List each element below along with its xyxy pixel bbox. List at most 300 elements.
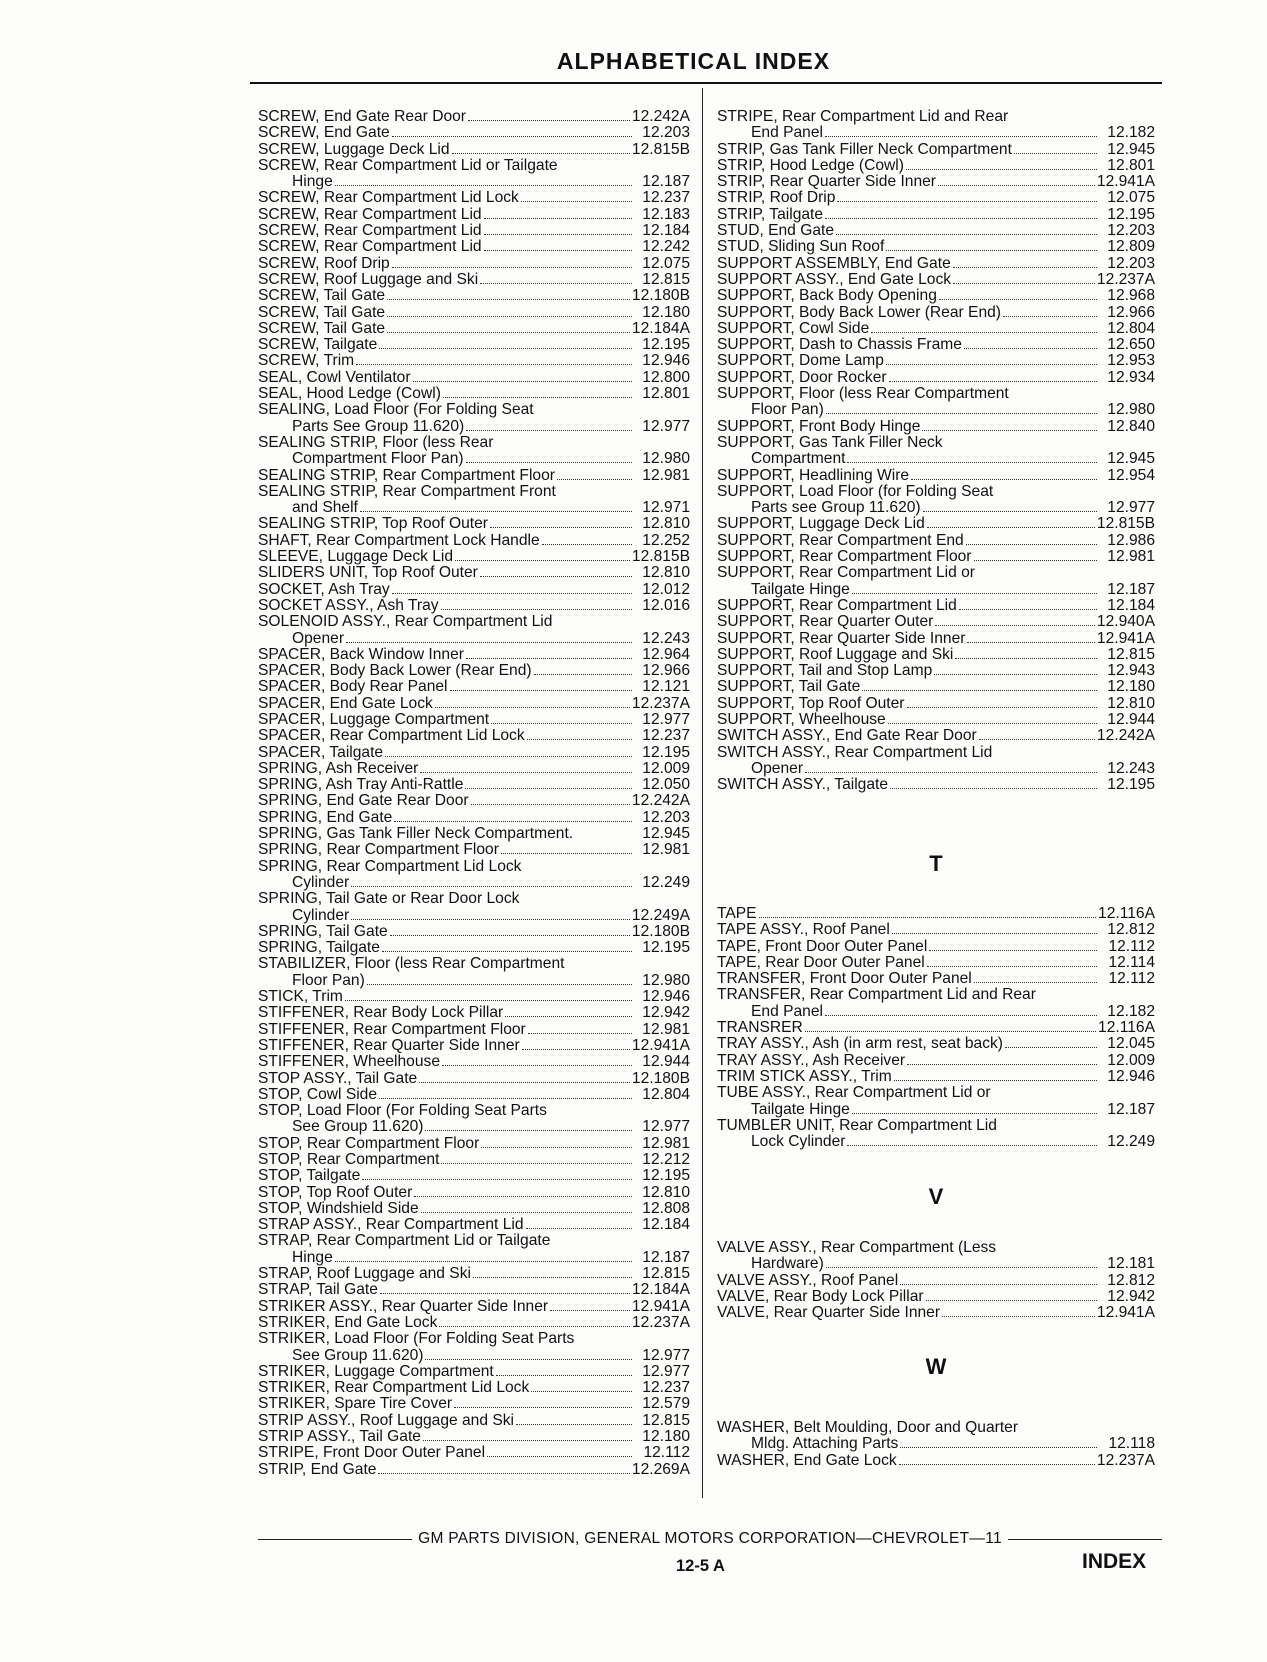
index-entry: [258, 370, 690, 386]
entry-text: Hardware): [751, 1255, 824, 1273]
entry-reference: 12.237A: [1096, 1451, 1155, 1469]
entry-reference: 12.810: [642, 515, 690, 533]
entry-reference: 12.249: [1107, 1133, 1155, 1151]
entry-reference: 12.980: [1107, 401, 1155, 419]
index-entry: [717, 109, 1155, 125]
dot-leader: [847, 1134, 1097, 1146]
entry-reference: 12.815: [1107, 645, 1155, 663]
page-title: ALPHABETICAL INDEX: [556, 48, 831, 74]
index-entry: [717, 256, 1155, 272]
page-number: 12-5 A: [676, 1557, 725, 1575]
dot-leader: [934, 663, 1097, 675]
entry-reference: 12.114: [1108, 953, 1155, 971]
entry-reference: 12.242A: [631, 108, 690, 125]
entry-reference: 12.810: [642, 564, 690, 582]
index-entry: [258, 174, 690, 190]
index-entry: [258, 1396, 690, 1412]
entry-reference: 12.946: [642, 988, 690, 1006]
index-entry: [258, 1445, 690, 1461]
index-entry: [258, 1364, 690, 1380]
entry-reference: 12.815B: [1096, 515, 1155, 533]
dot-leader: [421, 1201, 632, 1213]
dot-leader: [335, 1250, 632, 1262]
entry-reference: 12.966: [1107, 303, 1155, 321]
entry-reference: 12.808: [642, 1199, 690, 1217]
entry-reference: 12.977: [1107, 499, 1155, 517]
index-entry: [717, 1134, 1155, 1150]
entry-reference: 12.203: [642, 124, 690, 142]
dot-leader: [923, 500, 1097, 512]
entry-reference: 12.941A: [631, 1036, 690, 1054]
dot-leader: [967, 631, 1094, 643]
entry-reference: 12.180: [642, 1428, 690, 1446]
dot-leader: [550, 1299, 630, 1311]
dot-leader: [487, 1445, 632, 1457]
entry-text: SEALING STRIP, Floor (less Rear: [258, 433, 494, 451]
index-entry: [717, 663, 1155, 679]
dot-leader: [899, 1453, 1095, 1465]
dot-leader: [484, 207, 632, 219]
dot-leader: [441, 598, 632, 610]
entry-reference: 12.981: [1107, 548, 1155, 566]
entry-text: Compartment: [751, 450, 846, 468]
dot-leader: [392, 125, 632, 137]
dot-leader: [490, 516, 632, 528]
entry-text: Mldg. Attaching Parts: [751, 1435, 899, 1453]
entry-reference: 12.945: [1107, 140, 1155, 158]
dot-leader: [480, 272, 632, 284]
index-entry: [258, 631, 690, 647]
entry-text: SHAFT, Rear Compartment Lock Handle: [258, 531, 540, 549]
index-entry: [258, 663, 690, 679]
entry-reference: 12.116A: [1098, 905, 1155, 922]
index-entry: [258, 1038, 690, 1054]
index-entry: [258, 565, 690, 581]
dot-leader: [922, 419, 1097, 431]
dot-leader: [501, 842, 632, 854]
entry-reference: 12.180B: [631, 922, 690, 940]
entry-reference: 12.112: [643, 1444, 690, 1462]
index-entry: [717, 142, 1155, 158]
entry-text: STOP, Windshield Side: [258, 1199, 419, 1217]
entry-text: SUPPORT, Body Back Lower (Rear End): [717, 303, 1001, 321]
dot-leader: [759, 906, 1096, 918]
entry-text: SPRING, Ash Tray Anti-Rattle: [258, 776, 464, 794]
entry-text: STRIP, End Gate: [258, 1460, 377, 1478]
dot-leader: [505, 1005, 632, 1017]
dot-leader: [351, 908, 630, 920]
footer-text: GM PARTS DIVISION, GENERAL MOTORS CORPORATION—CHEVROLET—11: [418, 1530, 1002, 1547]
entry-text: STOP, Top Roof Outer: [258, 1183, 413, 1201]
entry-reference: 12.237A: [631, 1313, 690, 1331]
column-divider: [702, 88, 703, 1498]
entry-text: STRIKER, Rear Compartment Lid Lock: [258, 1379, 530, 1397]
entry-text: SPACER, Back Window Inner: [258, 645, 464, 663]
dot-leader: [367, 973, 632, 985]
dot-leader: [526, 1217, 632, 1229]
entry-text: SEALING, Load Floor (For Folding Seat: [258, 401, 534, 419]
dot-leader: [379, 337, 632, 349]
entry-reference: 12.941A: [1096, 629, 1155, 647]
entry-reference: 12.579: [642, 1395, 690, 1413]
dot-leader: [862, 679, 1097, 691]
entry-reference: 12.942: [1107, 1287, 1155, 1305]
entry-text: SCREW, Rear Compartment Lid or Tailgate: [258, 156, 558, 174]
dot-leader: [378, 1462, 629, 1474]
entry-reference: 12.118: [1108, 1435, 1155, 1453]
index-entry: [258, 973, 690, 989]
dot-leader: [345, 989, 632, 1001]
entry-text: TRANSFER, Front Door Outer Panel: [717, 970, 972, 988]
dot-leader: [825, 207, 1097, 219]
dot-leader: [392, 582, 632, 594]
index-entry: [258, 956, 690, 972]
entry-text: SEAL, Hood Ledge (Cowl): [258, 385, 441, 403]
index-entry: [258, 614, 690, 630]
dot-leader: [394, 810, 632, 822]
entry-text: SUPPORT, Gas Tank Filler Neck: [717, 433, 943, 451]
dot-leader: [362, 1168, 632, 1180]
entry-reference: 12.809: [1107, 238, 1155, 256]
entry-reference: 12.977: [642, 1346, 690, 1364]
index-entry: [717, 1420, 1155, 1436]
entry-text: SPRING, Rear Compartment Lid Lock: [258, 857, 522, 875]
entry-text: SUPPORT, Top Roof Outer: [717, 694, 905, 712]
entry-reference: 12.815: [642, 270, 690, 288]
entry-reference: 12.009: [642, 759, 690, 777]
dot-leader: [927, 516, 1095, 528]
index-entry: [717, 500, 1155, 516]
entry-text: End Panel: [751, 124, 823, 142]
entry-reference: 12.075: [1107, 189, 1155, 207]
entry-reference: 12.269A: [631, 1460, 690, 1478]
entry-reference: 12.237: [642, 727, 690, 745]
entry-text: STIFFENER, Rear Body Lock Pillar: [258, 1004, 504, 1022]
index-entry: [258, 386, 690, 402]
entry-text: SPACER, Rear Compartment Lid Lock: [258, 727, 525, 745]
entry-text: SEALING STRIP, Rear Compartment Floor: [258, 466, 555, 484]
entry-reference: 12.195: [642, 1167, 690, 1185]
index-entry: [258, 859, 690, 875]
index-entry: [258, 761, 690, 777]
entry-text: SUPPORT, Back Body Opening: [717, 287, 937, 305]
index-entry: [258, 190, 690, 206]
dot-leader: [414, 1185, 632, 1197]
entry-text: STOP ASSY., Tail Gate: [258, 1069, 418, 1087]
entry-text: SCREW, Roof Drip: [258, 254, 390, 272]
entry-text: STRIP, Roof Drip: [717, 189, 836, 207]
entry-reference: 12.944: [642, 1053, 690, 1071]
index-entry: [717, 484, 1155, 500]
entry-text: SUPPORT, Rear Compartment Lid: [717, 596, 957, 614]
section-v: [717, 1181, 1155, 1213]
dot-leader: [516, 1413, 632, 1425]
index-entry: [258, 1462, 690, 1478]
entry-text: TAPE, Front Door Outer Panel: [717, 937, 928, 955]
entry-text: WASHER, End Gate Lock: [717, 1451, 897, 1469]
dot-leader: [974, 971, 1097, 983]
entry-reference: 12.180B: [631, 1069, 690, 1087]
entry-reference: 12.212: [642, 1151, 690, 1168]
entry-reference: 12.815: [642, 1411, 690, 1429]
entry-text: SLEEVE, Luggage Deck Lid: [258, 548, 454, 566]
entry-text: STIFFENER, Rear Compartment Floor: [258, 1020, 526, 1038]
dot-leader: [441, 1152, 632, 1164]
index-entry: [258, 451, 690, 467]
entry-reference: 12.981: [642, 841, 690, 859]
entry-text: Tailgate Hinge: [751, 1100, 850, 1118]
dot-leader: [387, 305, 632, 317]
index-entry: [717, 745, 1155, 761]
entry-text: See Group 11.620): [292, 1118, 424, 1136]
dot-leader: [890, 777, 1097, 789]
index-entry: [717, 1436, 1155, 1452]
entry-text: TAPE ASSY., Roof Panel: [717, 921, 890, 939]
dot-leader: [484, 223, 632, 235]
entry-reference: 12.012: [642, 580, 690, 598]
entry-reference: 12.184A: [631, 319, 690, 337]
dot-leader: [531, 1380, 632, 1392]
entry-text: SUPPORT, Cowl Side: [717, 319, 870, 337]
index-entry: [717, 190, 1155, 206]
entry-text: SUPPORT, Wheelhouse: [717, 710, 886, 728]
index-entry: [258, 908, 690, 924]
entry-text: SUPPORT, Load Floor (for Folding Seat: [717, 482, 994, 500]
entry-text: SUPPORT, Rear Compartment Floor: [717, 548, 972, 566]
footer-rule-left: [258, 1539, 412, 1540]
index-entry: [717, 1118, 1155, 1134]
entry-text: See Group 11.620): [292, 1346, 424, 1364]
entry-text: STRAP, Roof Luggage and Ski: [258, 1265, 471, 1283]
entry-reference: 12.980: [642, 450, 690, 468]
index-entry: [258, 712, 690, 728]
dot-leader: [413, 370, 632, 382]
index-entry: [258, 223, 690, 239]
dot-leader: [542, 533, 632, 545]
entry-reference: 12.977: [642, 417, 690, 435]
dot-leader: [927, 955, 1097, 967]
dot-leader: [926, 1289, 1097, 1301]
entry-text: TRIM STICK ASSY., Trim: [717, 1067, 892, 1085]
dot-leader: [939, 288, 1097, 300]
entry-reference: 12.810: [642, 1183, 690, 1201]
section-letter-w: W: [925, 1354, 947, 1379]
dot-leader: [435, 696, 630, 708]
entry-reference: 12.946: [642, 352, 690, 370]
entry-reference: 12.195: [1107, 776, 1155, 794]
entry-text: SPACER, Luggage Compartment: [258, 710, 490, 728]
index-entry: [717, 1020, 1155, 1036]
dot-leader: [423, 1429, 632, 1441]
section-letter-t: T: [929, 851, 943, 876]
dot-leader: [473, 1266, 632, 1278]
entry-text: Parts see Group 11.620): [751, 499, 921, 517]
entry-reference: 12.075: [642, 254, 690, 272]
entry-reference: 12.971: [642, 499, 690, 517]
index-entry: [258, 484, 690, 500]
entry-text: SPRING, Tail Gate or Rear Door Lock: [258, 890, 520, 908]
entry-text: SCREW, Rear Compartment Lid: [258, 205, 482, 223]
entry-text: STRIKER, Luggage Compartment: [258, 1362, 494, 1380]
dot-leader: [837, 190, 1097, 202]
entry-text: SCREW, Tail Gate: [258, 287, 386, 305]
entry-text: Opener: [751, 759, 804, 777]
index-entry: [258, 353, 690, 369]
entry-text: STRAP, Tail Gate: [258, 1281, 378, 1299]
index-entry: [258, 891, 690, 907]
dot-leader: [466, 451, 632, 463]
entry-text: SUPPORT, Dome Lamp: [717, 352, 884, 370]
index-entry: [717, 451, 1155, 467]
index-entry: [258, 1266, 690, 1282]
entry-reference: 12.242A: [1096, 727, 1155, 745]
dot-leader: [825, 125, 1097, 137]
dot-leader: [534, 663, 632, 675]
dot-leader: [805, 1020, 1096, 1032]
entry-reference: 12.946: [1107, 1067, 1155, 1085]
dot-leader: [888, 712, 1097, 724]
dot-leader: [390, 924, 630, 936]
entry-text: STABILIZER, Floor (less Rear Compartment: [258, 955, 565, 973]
index-entry: [717, 1305, 1155, 1321]
entry-reference: 12.945: [1107, 450, 1155, 468]
entry-text: STRAP, Rear Compartment Lid or Tailgate: [258, 1232, 551, 1250]
entry-reference: 12.815B: [631, 140, 690, 158]
entry-text: SCREW, Rear Compartment Lid: [258, 222, 482, 240]
entry-text: STRIP, Gas Tank Filler Neck Compartment: [717, 140, 1012, 158]
index-entry: [258, 419, 690, 435]
entry-reference: 12.187: [1107, 1100, 1155, 1118]
index-entry: [258, 1331, 690, 1347]
entry-reference: 12.195: [642, 939, 690, 957]
section-w-entries: [717, 1420, 1155, 1469]
index-entry: [717, 761, 1155, 777]
entry-reference: 12.981: [642, 1020, 690, 1038]
index-entry: [717, 955, 1155, 971]
index-entry: [717, 158, 1155, 174]
dot-leader: [335, 174, 632, 186]
dot-leader: [491, 712, 632, 724]
entry-reference: 12.184: [1107, 596, 1155, 614]
dot-leader: [521, 190, 632, 202]
entry-text: STOP, Load Floor (For Folding Seat Parts: [258, 1102, 547, 1120]
entry-reference: 12.980: [642, 971, 690, 989]
left-index-column: [258, 109, 690, 1478]
index-entry: [258, 500, 690, 516]
entry-text: End Panel: [751, 1002, 823, 1020]
entry-text: SPRING, Ash Receiver: [258, 759, 419, 777]
index-entry: [258, 679, 690, 695]
entry-reference: 12.249A: [631, 906, 690, 924]
entry-text: VALVE ASSY., Roof Panel: [717, 1271, 899, 1289]
index-entry: [258, 158, 690, 174]
index-entry: [717, 582, 1155, 598]
entry-reference: 12.940A: [1096, 613, 1155, 631]
entry-reference: 12.941A: [631, 1297, 690, 1315]
index-entry: [717, 1069, 1155, 1085]
entry-reference: 12.966: [642, 662, 690, 680]
dot-leader: [522, 1038, 630, 1050]
entry-text: Tailgate Hinge: [751, 580, 850, 598]
dot-leader: [836, 223, 1097, 235]
index-entry: [258, 1168, 690, 1184]
entry-reference: 12.184: [642, 222, 690, 240]
index-entry: [258, 1217, 690, 1233]
entry-reference: 12.943: [1107, 662, 1155, 680]
index-entry: [258, 1103, 690, 1119]
index-entry: [717, 712, 1155, 728]
index-entry: [717, 386, 1155, 402]
entry-text: Opener: [292, 629, 345, 647]
index-entry: [258, 598, 690, 614]
entry-text: VALVE ASSY., Rear Compartment (Less: [717, 1239, 997, 1256]
index-entry: [258, 207, 690, 223]
index-entry: [258, 745, 690, 761]
entry-text: STOP, Rear Compartment Floor: [258, 1134, 480, 1152]
entry-reference: 12.977: [642, 1118, 690, 1136]
dot-leader: [496, 1364, 632, 1376]
entry-reference: 12.242: [642, 238, 690, 256]
dot-leader: [425, 1119, 632, 1131]
index-entry: [717, 370, 1155, 386]
entry-reference: 12.180B: [631, 287, 690, 305]
dot-leader: [953, 272, 1095, 284]
dot-leader: [443, 386, 632, 398]
index-entry: [717, 922, 1155, 938]
dot-leader: [351, 875, 632, 887]
index-entry: [717, 288, 1155, 304]
dot-leader: [442, 1054, 632, 1066]
entry-reference: 12.243: [642, 629, 690, 647]
dot-leader: [575, 827, 632, 838]
dot-leader: [1005, 1036, 1097, 1048]
index-entry: [258, 468, 690, 484]
index-entry: [717, 435, 1155, 451]
entry-text: SPRING, Tailgate: [258, 939, 380, 957]
entry-text: Cylinder: [292, 873, 350, 891]
index-entry: [717, 207, 1155, 223]
index-entry: [258, 142, 690, 158]
index-entry: [258, 647, 690, 663]
entry-text: TRANSFER, Rear Compartment Lid and Rear: [717, 986, 1036, 1004]
entry-reference: 12.187: [642, 1248, 690, 1266]
entry-text: Floor Pan): [751, 401, 824, 419]
index-entry: [258, 1201, 690, 1217]
index-entry: [258, 696, 690, 712]
dot-leader: [852, 1102, 1097, 1114]
index-entry: [258, 125, 690, 141]
entry-text: SOCKET, Ash Tray: [258, 580, 390, 598]
entry-text: SCREW, Tail Gate: [258, 319, 386, 337]
dot-leader: [907, 696, 1098, 708]
entry-reference: 12.187: [642, 173, 690, 191]
entry-text: Compartment Floor Pan): [292, 450, 464, 468]
dot-leader: [911, 468, 1097, 480]
entry-reference: 12.650: [1107, 336, 1155, 354]
entry-text: SOCKET ASSY., Ash Tray: [258, 596, 439, 614]
index-entry: [717, 239, 1155, 255]
entry-reference: 12.934: [1107, 368, 1155, 386]
dot-leader: [419, 1071, 630, 1083]
index-entry: [258, 1380, 690, 1396]
entry-reference: 12.203: [642, 808, 690, 826]
index-entry: [717, 1256, 1155, 1272]
entry-text: TAPE: [717, 905, 757, 922]
dot-leader: [454, 1396, 632, 1408]
entry-reference: 12.804: [1107, 319, 1155, 337]
entry-text: SEAL, Cowl Ventilator: [258, 368, 411, 386]
entry-text: SCREW, Trim: [258, 352, 355, 370]
